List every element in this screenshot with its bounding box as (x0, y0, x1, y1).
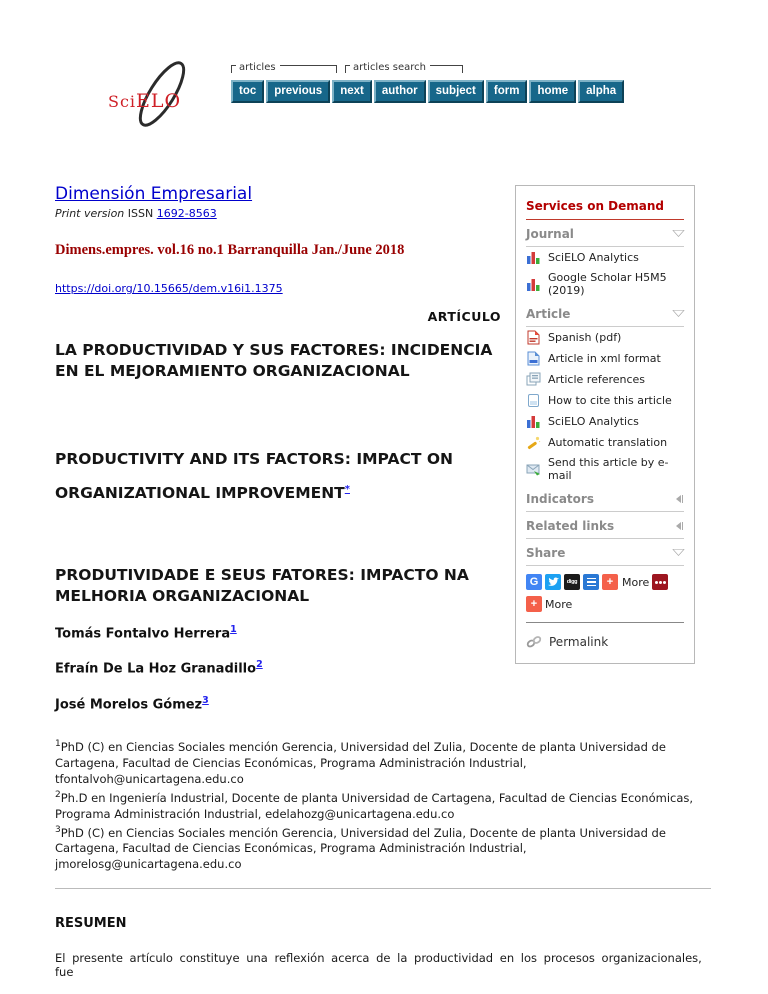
bar-chart-icon (526, 250, 541, 265)
bracket-line (430, 65, 458, 66)
bracket-tick (458, 65, 463, 73)
affiliation-number: 1 (55, 738, 61, 749)
share-digg-button[interactable]: digg (564, 574, 580, 590)
issn-link[interactable]: 1692-8563 (156, 207, 217, 220)
author-3 (55, 693, 711, 712)
services-on-demand-title: Services on Demand (526, 186, 684, 220)
sidebar-item-label: Spanish (pdf) (548, 331, 622, 344)
related-links-section-header[interactable] (526, 512, 684, 539)
issn-line (55, 207, 501, 220)
share-twitter-button[interactable] (545, 574, 561, 590)
author-2-affiliation-link[interactable]: 2 (256, 659, 263, 671)
affiliation-3 (55, 822, 711, 873)
share-more-label-2[interactable]: More (545, 597, 573, 611)
author-name: Efraín De La Hoz Granadillo (55, 661, 257, 677)
cite-icon (526, 393, 541, 408)
bracket-line (280, 65, 332, 66)
link-chain-icon (526, 635, 542, 649)
email-icon (526, 462, 541, 477)
indicators-section-header[interactable] (526, 485, 684, 512)
affiliations (55, 736, 711, 872)
chevron-down-icon: ▽ (672, 309, 685, 319)
author-3-affiliation-link[interactable]: 3 (202, 694, 209, 706)
title-footnote-link[interactable]: * (344, 484, 350, 495)
sidebar-item-how-to-cite[interactable] (526, 390, 684, 411)
collapsed-arrow-icon (676, 495, 683, 503)
articles-search-label: articles search (353, 62, 426, 73)
references-icon (526, 372, 541, 387)
xml-icon (526, 351, 541, 366)
sidebar-item-label: How to cite this article (548, 394, 672, 407)
articles-label: articles (239, 62, 276, 73)
subject-search-button[interactable]: subject (428, 80, 484, 103)
bar-chart-icon (526, 277, 541, 292)
permalink-button[interactable] (526, 623, 684, 653)
share-buttons-row (526, 574, 684, 590)
affiliation-text: PhD (C) en Ciencias Sociales mención Gerencia, Universidad del Zulia, Docente de planta Universidad de Cartagena, Facultad de Ciencias Económicas, Programa Administración Industrial, tfontalvoh@unicartagena.edu.co (55, 739, 666, 786)
author-name: José Morelos Gómez (55, 696, 203, 712)
top-navigation (231, 62, 617, 103)
bar-chart-icon (526, 414, 541, 429)
article-title-english (55, 444, 501, 508)
indicators-section-label: Indicators (526, 492, 594, 506)
doi-line (55, 282, 501, 295)
share-section-header[interactable] (526, 539, 684, 566)
sidebar-item-google-scholar[interactable] (526, 268, 684, 300)
sidebar-item-label: SciELO Analytics (548, 415, 639, 428)
section-label: ARTÍCULO (427, 309, 501, 324)
article-section-label: Article (526, 307, 571, 321)
sidebar-item-label: Automatic translation (548, 436, 668, 449)
toc-button[interactable]: toc (231, 80, 264, 103)
affiliation-2 (55, 787, 711, 822)
twitter-bird-icon (548, 577, 559, 587)
share-section-label: Share (526, 546, 566, 560)
share-google-button[interactable]: G (526, 574, 542, 590)
share-mendeley-button[interactable] (652, 574, 668, 590)
section-divider (55, 888, 711, 889)
print-version-label: Print version (55, 207, 125, 220)
sidebar-item-spanish-pdf[interactable] (526, 327, 684, 348)
journal-section-header[interactable] (526, 220, 684, 247)
issue-citation: Dimens.empres. vol.16 no.1 Barranquilla Jan./June 2018 (55, 242, 405, 258)
form-search-button[interactable]: form (486, 80, 528, 103)
resumen-heading: RESUMEN (55, 916, 127, 932)
home-button[interactable]: home (529, 80, 576, 103)
sidebar-item-send-by-email[interactable] (526, 453, 684, 485)
share-addthis-button[interactable]: + (602, 574, 618, 590)
chevron-down-icon: ▽ (672, 548, 685, 558)
affiliation-1 (55, 736, 711, 787)
scielo-logo[interactable] (100, 56, 218, 136)
sidebar-item-label: Article in xml format (548, 352, 661, 365)
share-addthis-more-button[interactable]: + (526, 596, 542, 612)
articles-group-label (231, 62, 337, 74)
sidebar-item-label: SciELO Analytics (548, 251, 639, 264)
share-more-row (526, 596, 684, 612)
author-search-button[interactable]: author (374, 80, 426, 103)
author-name: Tomás Fontalvo Herrera (55, 626, 231, 642)
affiliation-number: 2 (55, 789, 61, 800)
permalink-label: Permalink (549, 635, 609, 649)
chevron-down-icon: ▽ (672, 229, 685, 239)
alpha-button[interactable]: alpha (578, 80, 624, 103)
article-title-portuguese: PRODUTIVIDADE E SEUS FATORES: IMPACTO NA MELHORIA ORGANIZACIONAL (55, 566, 469, 606)
author-1-affiliation-link[interactable]: 1 (230, 624, 237, 635)
services-on-demand-panel (515, 185, 695, 664)
affiliation-text: PhD (C) en Ciencias Sociales mención Gerencia, Universidad del Zulia, Docente de planta Universidad de Cartagena, Facultad de Ciencias Económicas, Programa Administración Industrial, jmorelosg@unicartagena.edu.co (55, 825, 666, 872)
sidebar-item-scielo-analytics-article[interactable] (526, 411, 684, 432)
journal-title-link[interactable]: Dimensión Empresarial (55, 184, 253, 204)
bracket-tick (332, 65, 337, 73)
previous-button[interactable]: previous (266, 80, 330, 103)
sidebar-item-xml-format[interactable] (526, 348, 684, 369)
bracket-tick (345, 65, 350, 73)
doi-link[interactable]: https://doi.org/10.15665/dem.v16i1.1375 (55, 282, 283, 295)
share-more-label[interactable]: More (622, 575, 650, 589)
logo-wordmark: SciELO (108, 90, 182, 112)
sidebar-item-label: Google Scholar H5M5 (2019) (548, 271, 667, 297)
article-title-spanish: LA PRODUCTIVIDAD Y SUS FACTORES: INCIDENCIA EN EL MEJORAMIENTO ORGANIZACIONAL (55, 341, 493, 380)
article-section-header[interactable] (526, 300, 684, 327)
title-english-text: PRODUCTIVITY AND ITS FACTORS: IMPACT ON ORGANIZATIONAL IMPROVEMENT (55, 450, 453, 503)
next-button[interactable]: next (332, 80, 372, 103)
share-blogger-button[interactable] (583, 574, 599, 590)
sidebar-item-label: Article references (548, 373, 646, 386)
journal-section-label: Journal (526, 227, 574, 241)
translation-wand-icon (526, 435, 541, 450)
nav-group-labels (231, 62, 561, 74)
resumen-text: El presente artículo constituye una reflexión acerca de la productividad en los procesos organizacionales, fue (55, 951, 702, 980)
nav-buttons (231, 80, 617, 103)
sidebar-item-automatic-translation[interactable] (526, 432, 684, 453)
affiliation-text: Ph.D en Ingeniería Industrial, Docente de planta Universidad de Cartagena, Facultad de Ciencias Económicas, Programa Administración Industrial, edelahozg@unicartagena.edu.co (55, 790, 694, 821)
bracket-tick (231, 65, 236, 73)
sidebar-item-scielo-analytics-journal[interactable] (526, 247, 684, 268)
articles-search-group-label (345, 62, 463, 74)
related-links-section-label: Related links (526, 519, 615, 533)
sidebar-item-label: Send this article by e-mail (548, 456, 669, 482)
article-body-top (55, 622, 711, 979)
issn-label: ISSN (127, 207, 154, 220)
affiliation-number: 3 (55, 824, 61, 835)
sidebar-item-article-references[interactable] (526, 369, 684, 390)
article-masthead (55, 184, 501, 607)
pdf-icon (526, 330, 541, 345)
collapsed-arrow-icon (676, 522, 683, 530)
